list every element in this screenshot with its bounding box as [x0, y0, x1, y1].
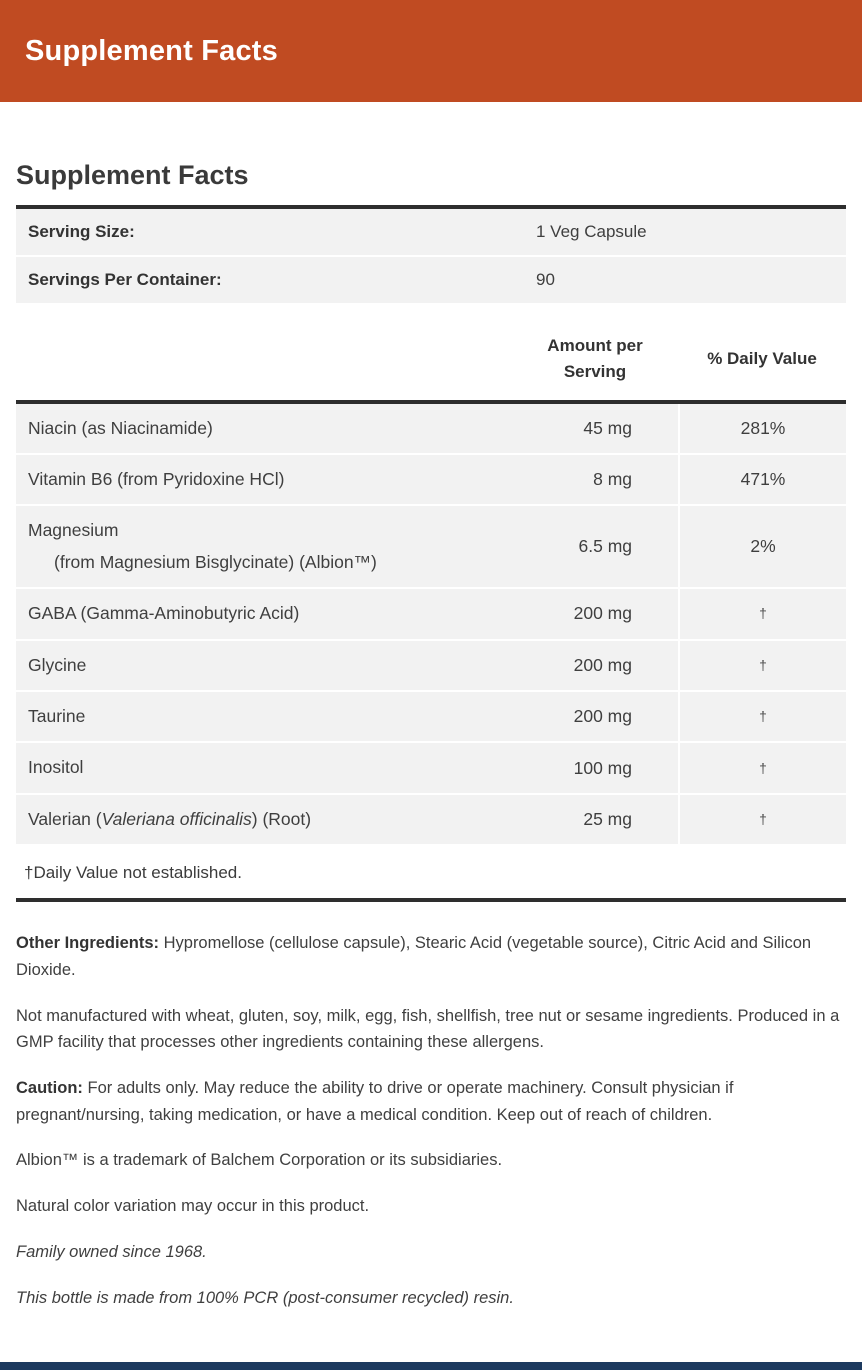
ingredient-name: Vitamin B6 (from Pyridoxine HCl): [28, 469, 285, 490]
bottom-divider-bar: [0, 1362, 862, 1370]
table-row-inositol: [16, 743, 846, 794]
column-header-row: [16, 333, 846, 386]
ingredient-name: Taurine: [28, 705, 86, 726]
ingredient-name: Niacin (as Niacinamide): [28, 417, 213, 438]
ingredient-daily-value: 471%: [680, 455, 846, 504]
ingredient-daily-value: †: [680, 692, 846, 741]
banner-title: Supplement Facts: [25, 34, 278, 67]
table-row-vitamin-b6: [16, 455, 846, 506]
ingredient-name: Inositol: [28, 757, 84, 778]
ingredient-table: [16, 400, 846, 902]
amount-per-serving-header: Amount per Serving: [547, 336, 643, 382]
percent-daily-value-header: % Daily Value: [707, 349, 817, 369]
ingredient-amount: 45 mg: [583, 417, 632, 438]
servings-per-container-row: [16, 257, 846, 305]
ingredient-amount: 25 mg: [583, 808, 632, 829]
other-ingredients-lead: Other Ingredients:: [16, 934, 160, 953]
table-row-valerian: [16, 795, 846, 846]
facts-heading: Supplement Facts: [16, 160, 249, 190]
pcr-bottle-note: This bottle is made from 100% PCR (post-consumer recycled) resin.: [16, 1288, 514, 1307]
ingredient-name: Valerian (Valeriana officinalis) (Root): [28, 808, 312, 829]
servings-per-container-label: Servings Per Container:: [28, 270, 222, 289]
caution-lead: Caution:: [16, 1078, 83, 1097]
serving-size-value: 1 Veg Capsule: [536, 222, 647, 241]
table-row-taurine: [16, 692, 846, 743]
other-ingredients-paragraph: Other Ingredients: Hypromellose (cellulose capsule), Stearic Acid (vegetable source), Citric Acid and Silicon Dioxide.: [16, 934, 812, 979]
daily-value-footnote: †Daily Value not established.: [16, 846, 846, 902]
ingredient-daily-value: †: [680, 589, 846, 638]
table-row-glycine: [16, 641, 846, 692]
ingredient-amount: 200 mg: [573, 654, 632, 675]
serving-size-row: [16, 209, 846, 257]
supplement-facts-banner: [0, 0, 862, 102]
serving-info-table: [16, 205, 846, 305]
table-row-magnesium: [16, 506, 846, 589]
label-notes: [16, 930, 846, 1370]
allergen-paragraph: Not manufactured with wheat, gluten, soy, milk, egg, fish, shellfish, tree nut or sesame ingredients. Produced in a GMP facility that processes other ingredients containing these allergens.: [16, 1006, 840, 1052]
ingredient-name: Magnesium (from Magnesium Bisglycinate) (Albion™): [28, 518, 522, 575]
ingredient-daily-value: 281%: [680, 404, 846, 453]
table-row-niacin: [16, 404, 846, 455]
ingredient-amount: 8 mg: [593, 469, 632, 490]
albion-trademark-note: Albion™ is a trademark of Balchem Corporation or its subsidiaries.: [16, 1151, 503, 1170]
caution-paragraph: Caution: For adults only. May reduce the ability to drive or operate machinery. Consult physician if pregnant/nursing, taking medication, or have a medical condition. Keep out of reach of children.: [16, 1078, 734, 1124]
ingredient-daily-value: †: [680, 641, 846, 690]
servings-per-container-value: 90: [536, 270, 555, 289]
ingredient-name: Glycine: [28, 654, 87, 675]
ingredient-name: GABA (Gamma-Aminobutyric Acid): [28, 603, 300, 624]
supplement-facts-panel: [0, 160, 862, 1370]
ingredient-daily-value: 2%: [680, 506, 846, 587]
family-owned-note: Family owned since 1968.: [16, 1242, 207, 1261]
ingredient-amount: 100 mg: [573, 757, 632, 778]
ingredient-latin-name: Valeriana officinalis: [101, 808, 252, 829]
table-row-gaba: [16, 589, 846, 640]
natural-color-note: Natural color variation may occur in this product.: [16, 1197, 370, 1216]
ingredient-amount: 6.5 mg: [578, 536, 632, 557]
serving-size-label: Serving Size:: [28, 222, 135, 241]
ingredient-daily-value: †: [680, 795, 846, 844]
ingredient-amount: 200 mg: [573, 603, 632, 624]
ingredient-amount: 200 mg: [573, 706, 632, 727]
ingredient-daily-value: †: [680, 743, 846, 792]
ingredient-name-source: (from Magnesium Bisglycinate) (Albion™): [54, 551, 377, 572]
